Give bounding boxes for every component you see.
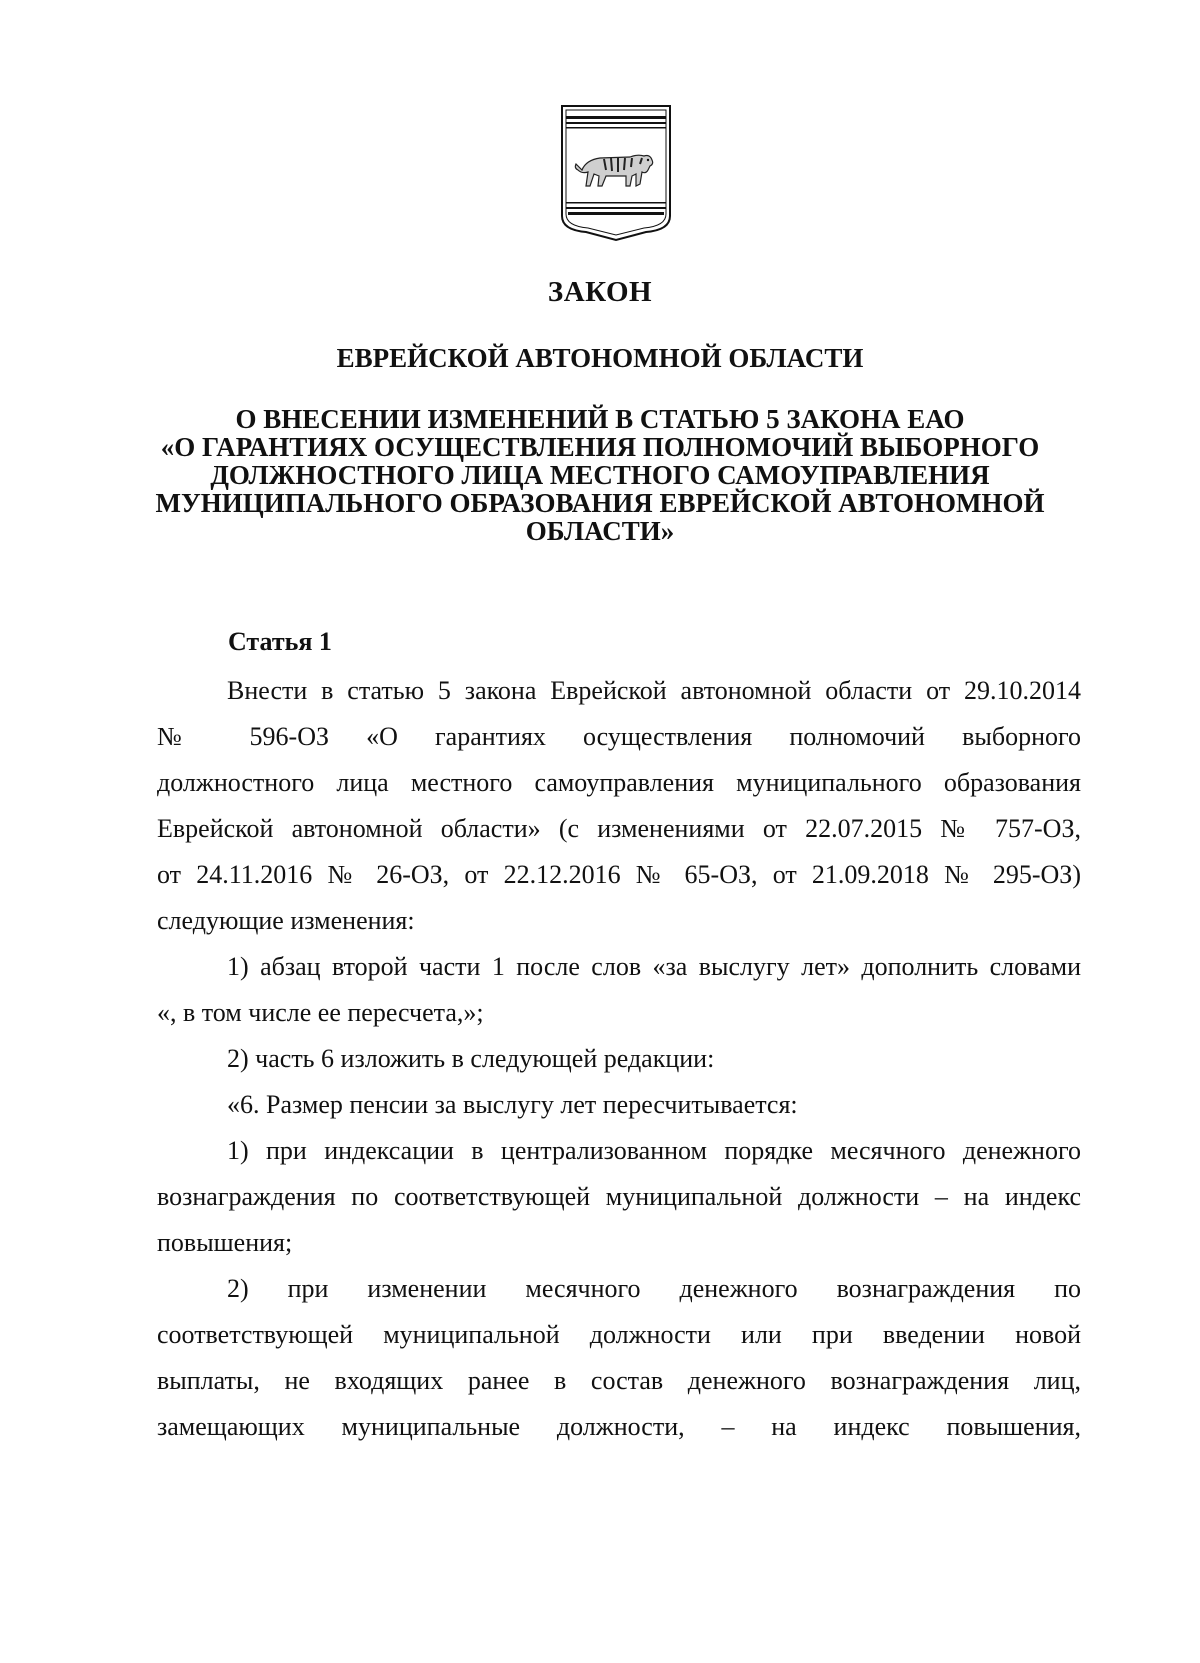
article-line: Внести в статью 5 закона Еврейской автономной области от 29.10.2014 [227, 676, 1081, 705]
article-line: от 24.11.2016 № 26-ОЗ, от 22.12.2016 № 65-ОЗ, от 21.09.2018 № 295-ОЗ) [157, 860, 1081, 889]
article-body [157, 668, 1081, 1450]
law-title-line: ОБЛАСТИ» [525, 516, 675, 546]
article-line: соответствующей муниципальной должности или при введении новой [157, 1320, 1081, 1349]
law-title-line: О ВНЕСЕНИИ ИЗМЕНЕНИЙ В СТАТЬЮ 5 ЗАКОНА ЕАО [235, 404, 965, 434]
article-line: «, в том числе ее пересчета,»; [157, 998, 484, 1027]
article-line: должностного лица местного самоуправления муниципального образования [157, 768, 1081, 797]
article-line: следующие изменения: [157, 906, 415, 935]
article-title: Статья 1 [228, 627, 332, 656]
law-title-line: «О ГАРАНТИЯХ ОСУЩЕСТВЛЕНИЯ ПОЛНОМОЧИЙ ВЫБОРНОГО [160, 432, 1040, 462]
article-line: повышения; [157, 1228, 293, 1257]
article-line: «6. Размер пенсии за выслугу лет пересчитывается: [227, 1090, 798, 1119]
law-title-line: МУНИЦИПАЛЬНОГО ОБРАЗОВАНИЯ ЕВРЕЙСКОЙ АВТОНОМНОЙ [155, 488, 1045, 518]
region-heading: ЕВРЕЙСКОЙ АВТОНОМНОЙ ОБЛАСТИ [336, 343, 864, 373]
tiger-coat-of-arms-icon [556, 104, 676, 244]
article-line: 2) при изменении месячного денежного вознаграждения по [227, 1274, 1081, 1303]
article-line: № 596-ОЗ «О гарантиях осуществления полномочий выборного [157, 722, 1081, 751]
law-heading: ЗАКОН [547, 276, 653, 308]
article-line: 2) часть 6 изложить в следующей редакции: [227, 1044, 715, 1073]
law-title [100, 405, 1100, 545]
article-line: 1) абзац второй части 1 после слов «за выслугу лет» дополнить словами [227, 952, 1081, 981]
coat-of-arms [556, 104, 676, 244]
article-line: выплаты, не входящих ранее в состав денежного вознаграждения лиц, [157, 1366, 1081, 1395]
article-line: 1) при индексации в централизованном порядке месячного денежного [227, 1136, 1081, 1165]
law-title-line: ДОЛЖНОСТНОГО ЛИЦА МЕСТНОГО САМОУПРАВЛЕНИЯ [210, 460, 990, 490]
article-line: вознаграждения по соответствующей муниципальной должности – на индекс [157, 1182, 1081, 1211]
article-line: Еврейской автономной области» (с изменениями от 22.07.2015 № 757-ОЗ, [157, 814, 1081, 843]
article-line: замещающих муниципальные должности, – на индекс повышения, [157, 1412, 1081, 1441]
